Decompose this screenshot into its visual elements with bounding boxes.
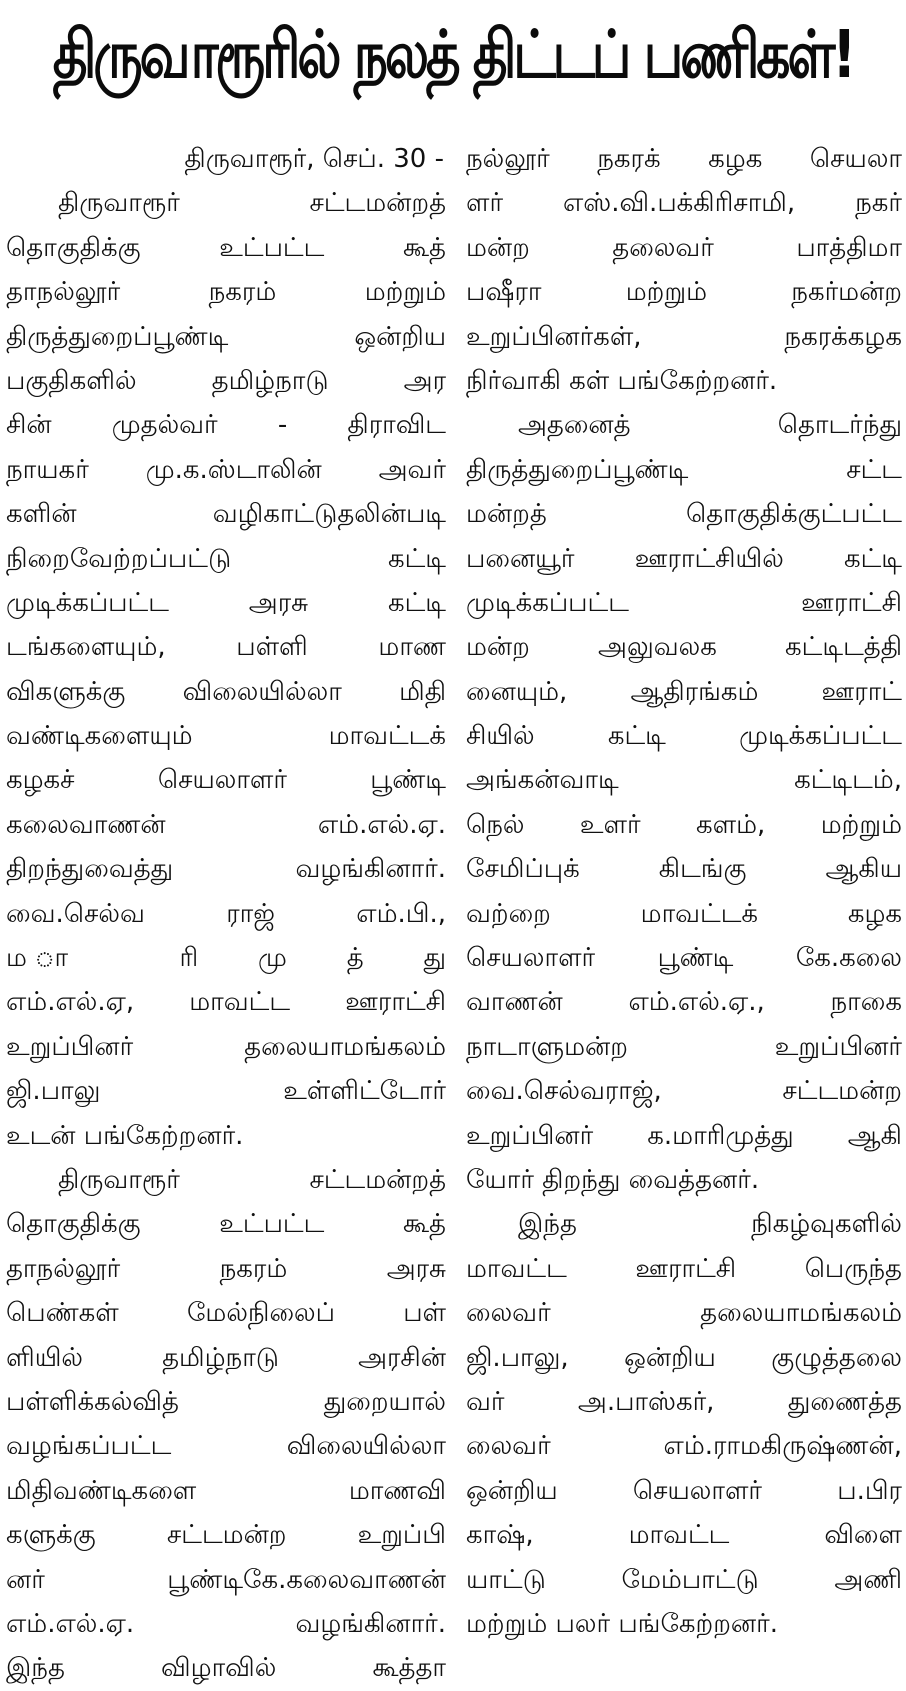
article-line: பஷீரா மற்றும் நகர்மன்ற [466, 277, 902, 308]
article-line: வண்டிகளையும் மாவட்டக் [6, 721, 446, 752]
article-line: களுக்கு சட்டமன்ற உறுப்பி [6, 1520, 446, 1551]
article-line: ம ா ரி மு த் து [6, 943, 446, 974]
article-line: திறந்துவைத்து வழங்கினார். [6, 854, 446, 885]
article-line: வர் அ.பாஸ்கர், துணைத்த [466, 1386, 902, 1417]
article-line: சேமிப்புக் கிடங்கு ஆகிய [466, 854, 902, 885]
article-line: நிறைவேற்றப்பட்டு கட்டி [6, 543, 446, 574]
article-line: மற்றும் பலர் பங்கேற்றனர். [466, 1608, 778, 1639]
article-line: பள்ளிக்கல்வித் துறையால் [6, 1386, 446, 1417]
article-line: பனையூர் ஊராட்சியில் கட்டி [466, 543, 902, 574]
article-line: தாநல்லூர் நகரம் மற்றும் [6, 277, 446, 308]
article-line: பெண்கள் மேல்நிலைப் பள் [6, 1298, 446, 1329]
article-line: முடிக்கப்பட்ட அரசு கட்டி [6, 587, 446, 618]
article-line: முடிக்கப்பட்ட ஊராட்சி [466, 587, 902, 618]
article-line: வை.செல்வராஜ், சட்டமன்ற [466, 1076, 902, 1107]
article-line: அதனைத் தொடர்ந்து [518, 410, 902, 441]
article-line: வை.செல்வ ராஜ் எம்.பி., [6, 898, 446, 929]
article-line: உடன் பங்கேற்றனர். [6, 1120, 244, 1151]
article-line: கழகச் செயலாளர் பூண்டி [6, 765, 446, 796]
headline-text: திருவாரூரில் நலத் திட்டப் பணிகள்! [52, 16, 854, 93]
article-line: கலைவாணன் எம்.எல்.ஏ. [6, 809, 446, 840]
article-line: திருத்துறைப்பூண்டி ஒன்றிய [6, 321, 446, 352]
article-line: உறுப்பினர்கள், நகரக்கழக [466, 321, 902, 352]
article-line: யோர் திறந்து வைத்தனர். [466, 1164, 760, 1195]
article-line: மன்றத் தொகுதிக்குட்பட்ட [466, 499, 902, 530]
article-line: ஜி.பாலு உள்ளிட்டோர் [6, 1076, 446, 1107]
article-line: எம்.எல்.ஏ, மாவட்ட ஊராட்சி [6, 987, 446, 1018]
article-line: பகுதிகளில் தமிழ்நாடு அர [6, 365, 446, 396]
article-line: எம்.எல்.ஏ. வழங்கினார். [6, 1608, 446, 1639]
article-line: ளர் எஸ்.வி.பக்கிரிசாமி, நகர் [466, 188, 902, 219]
article-line: உறுப்பினர் க.மாரிமுத்து ஆகி [466, 1120, 902, 1151]
article-line: லைவர் எம்.ராமகிருஷ்ணன், [466, 1431, 902, 1462]
article-line: மன்ற தலைவர் பாத்திமா [466, 232, 902, 263]
article-line: வாணன் எம்.எல்.ஏ., நாகை [466, 987, 902, 1018]
article-line: வழங்கப்பட்ட விலையில்லா [6, 1431, 446, 1462]
article-line: இந்த நிகழ்வுகளில் [518, 1209, 902, 1240]
article-column-right [466, 137, 902, 1646]
article-line: நெல் உளர் களம், மற்றும் [466, 809, 902, 840]
article-line: மன்ற அலுவலக கட்டிடத்தி [466, 632, 902, 663]
article-line: வற்றை மாவட்டக் கழக [466, 898, 902, 929]
article-line: னர் பூண்டிகே.கலைவாணன் [6, 1564, 446, 1595]
article-line: நிர்வாகி கள் பங்கேற்றனர். [466, 365, 778, 396]
article-line: உறுப்பினர் தலையாமங்கலம் [6, 1031, 446, 1062]
article-line: நல்லூர் நகரக் கழக செயலா [466, 144, 902, 174]
article-line: சின் முதல்வர் - திராவிட [6, 410, 446, 441]
article-line: திருவாரூர், செப். 30 - [184, 144, 444, 174]
headline [52, 0, 854, 118]
article-line: டங்களையும், பள்ளி மாண [6, 632, 446, 663]
article-line: திருவாரூர் சட்டமன்றத் [58, 188, 446, 219]
article-line: களின் வழிகாட்டுதலின்படி [6, 499, 446, 530]
article-line: இந்த விழாவில் கூத்தா [6, 1653, 446, 1684]
article-line: நாடாளுமன்ற உறுப்பினர் [466, 1031, 902, 1062]
article-line: னையும், ஆதிரங்கம் ஊராட் [466, 676, 902, 707]
article-line: யாட்டு மேம்பாட்டு அணி [466, 1564, 902, 1595]
article-line: காஷ், மாவட்ட விளை [466, 1520, 902, 1551]
article-line: சியில் கட்டி முடிக்கப்பட்ட [466, 721, 902, 752]
article-line: ஒன்றிய செயலாளர் ப.பிர [466, 1475, 902, 1506]
article-line: ளியில் தமிழ்நாடு அரசின் [6, 1342, 446, 1373]
article-line: அங்கன்வாடி கட்டிடம், [466, 765, 902, 796]
article-column-left [6, 137, 446, 1691]
article-line: ஜி.பாலு, ஒன்றிய குழுத்தலை [466, 1342, 902, 1373]
article-line: விகளுக்கு விலையில்லா மிதி [6, 676, 446, 707]
article-line: தொகுதிக்கு உட்பட்ட கூத் [6, 1209, 446, 1240]
article-line: தாநல்லூர் நகரம் அரசு [6, 1253, 446, 1284]
article-line: தொகுதிக்கு உட்பட்ட கூத் [6, 232, 446, 263]
article-line: மாவட்ட ஊராட்சி பெருந்த [466, 1253, 902, 1284]
article-line: திருவாரூர் சட்டமன்றத் [58, 1164, 446, 1195]
article-line: செயலாளர் பூண்டி கே.கலை [466, 943, 902, 974]
article-line: நாயகர் மு.க.ஸ்டாலின் அவர் [6, 454, 446, 485]
article-line: லைவர் தலையாமங்கலம் [466, 1298, 902, 1329]
article-line: திருத்துறைப்பூண்டி சட்ட [466, 454, 902, 485]
article-line: மிதிவண்டிகளை மாணவி [6, 1475, 446, 1506]
